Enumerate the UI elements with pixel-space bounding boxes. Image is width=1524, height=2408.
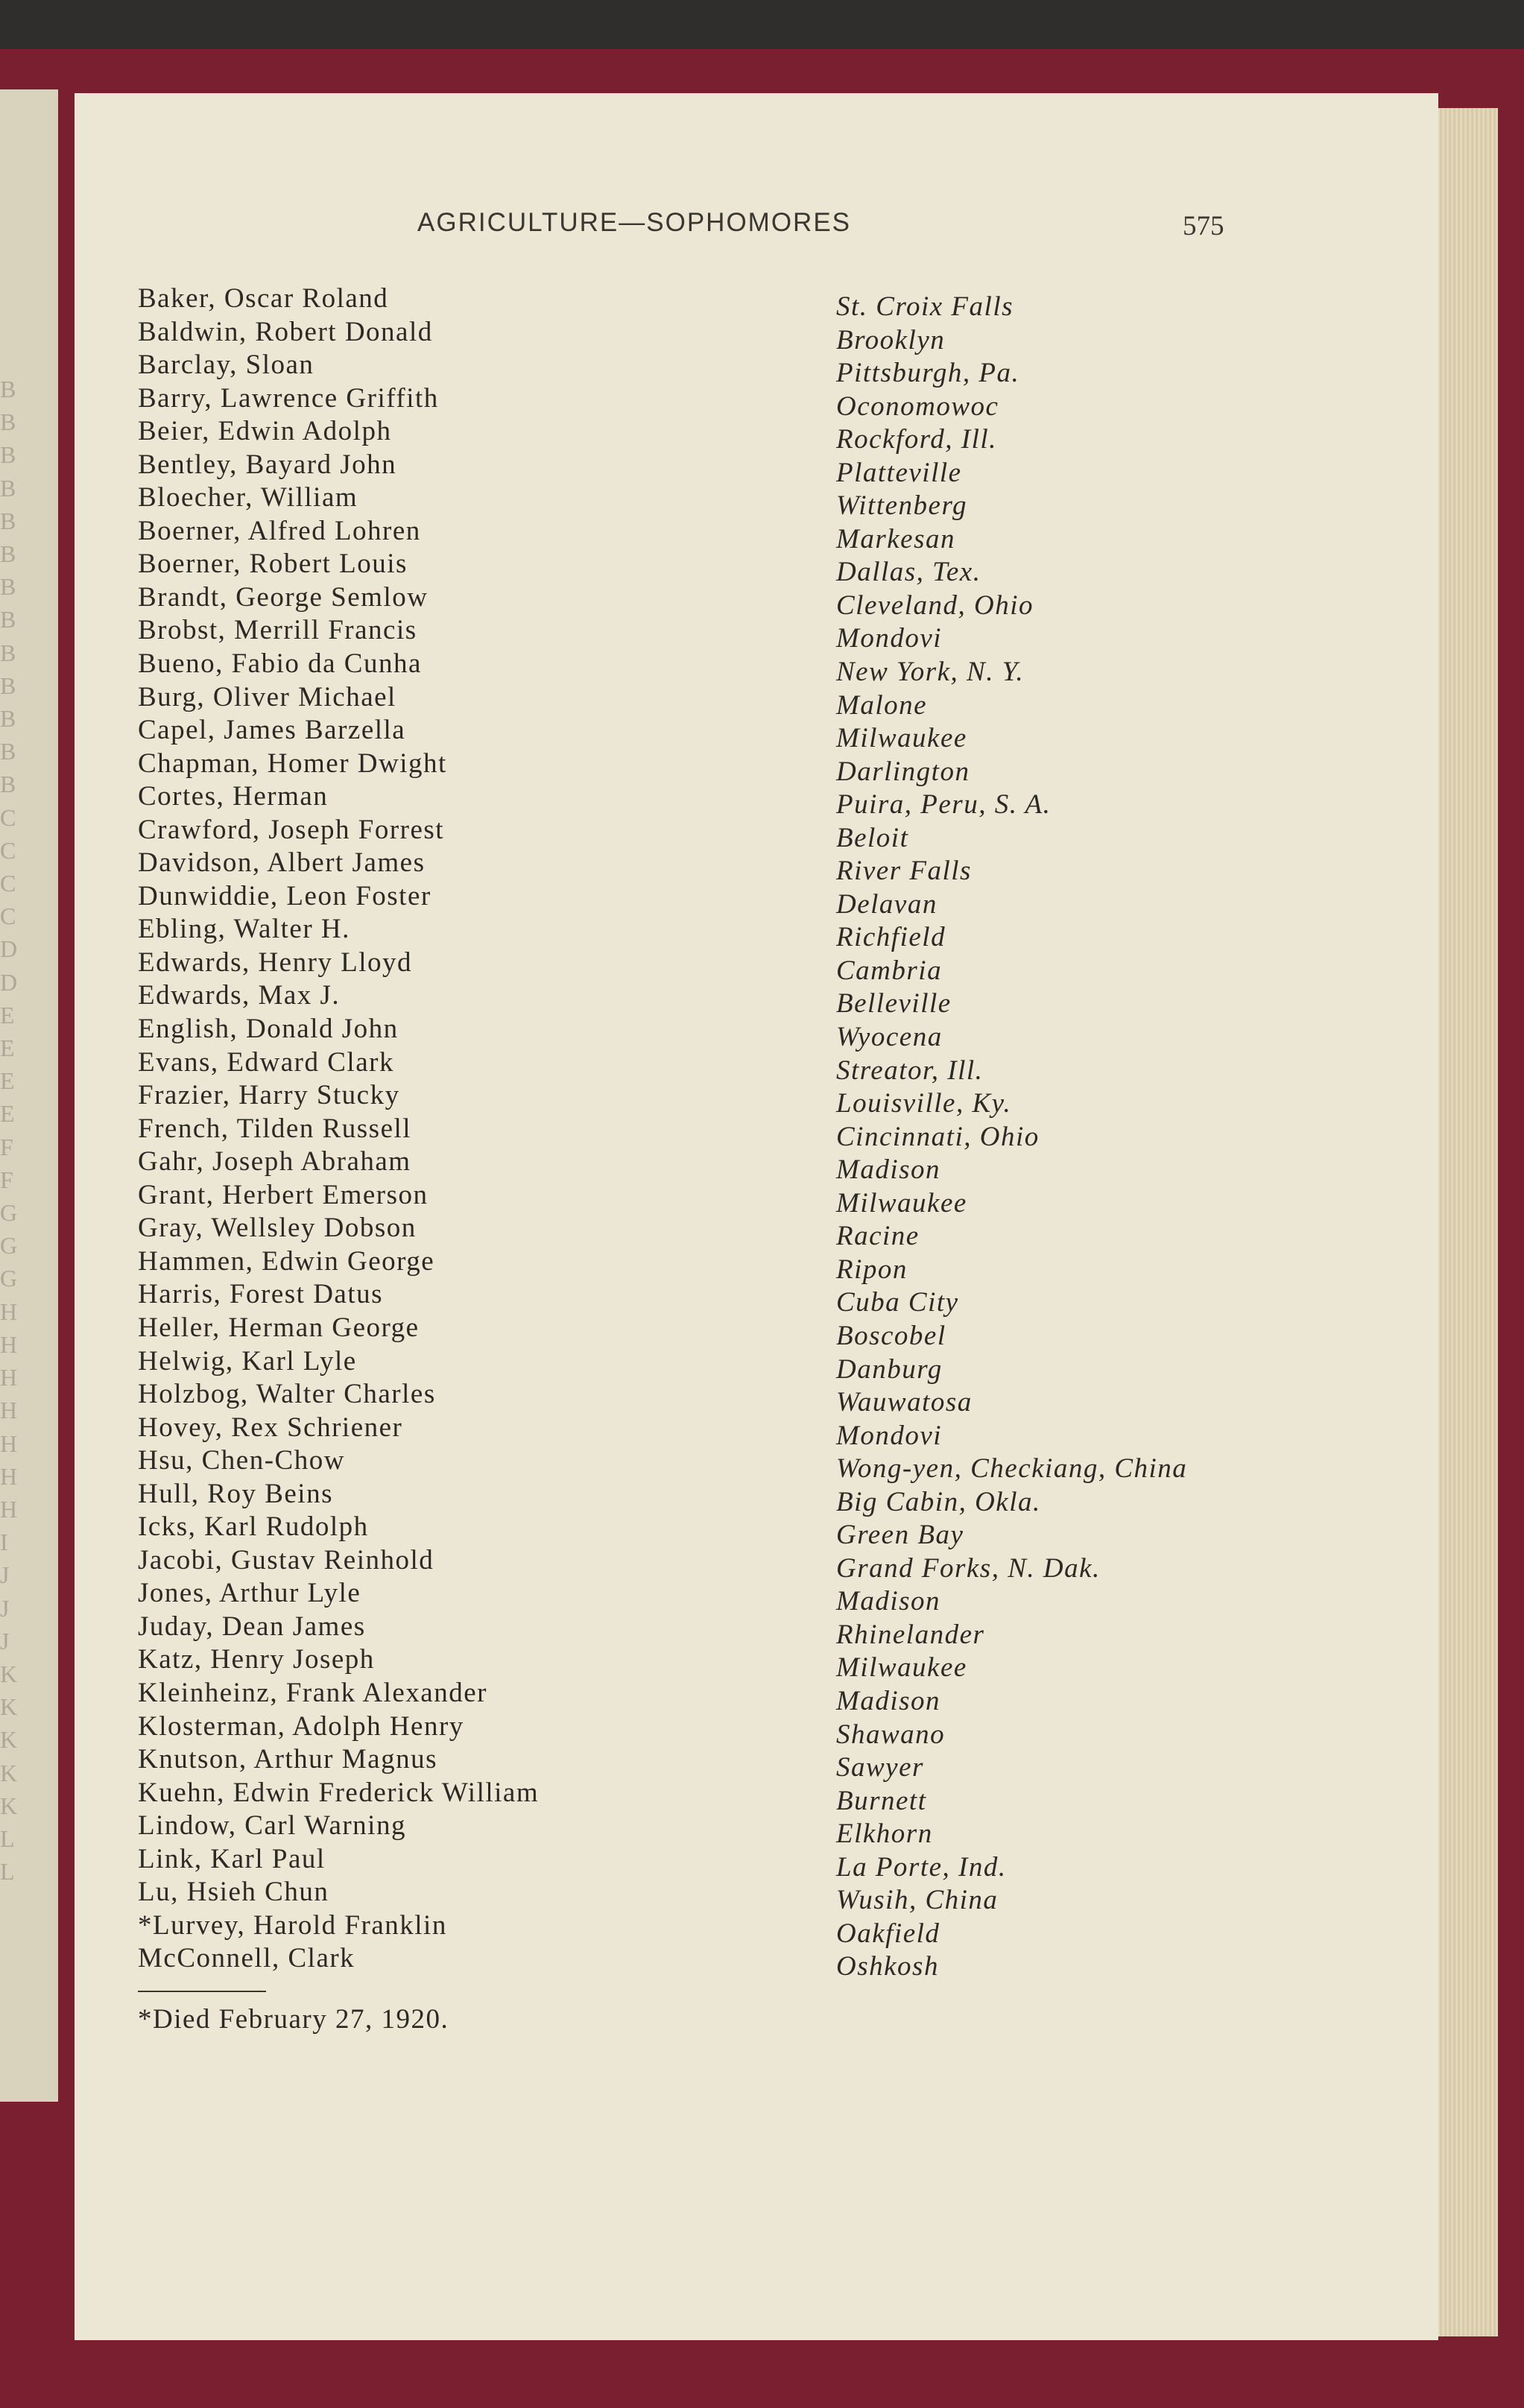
entry-place: Markesan bbox=[836, 523, 955, 554]
entry-place: Malone bbox=[836, 689, 928, 721]
entry-name: Bentley, Bayard John bbox=[138, 449, 397, 480]
entry-place: Danburg bbox=[836, 1353, 943, 1385]
entry-name: Frazier, Harry Stucky bbox=[138, 1080, 400, 1111]
ghost-letter: J bbox=[0, 1594, 10, 1622]
entry-name: Davidson, Albert James bbox=[138, 847, 426, 879]
ghost-letter: H bbox=[0, 1462, 18, 1490]
ghost-letter: B bbox=[0, 671, 16, 699]
entry-name: Barclay, Sloan bbox=[138, 350, 314, 381]
entry-place: Darlington bbox=[836, 756, 970, 787]
entry-place: Racine bbox=[836, 1221, 920, 1252]
entry-name: Barry, Lawrence Griffith bbox=[138, 382, 439, 414]
entry-name: Ebling, Walter H. bbox=[138, 914, 350, 945]
ghost-letter: L bbox=[0, 1824, 15, 1852]
entry-name: Icks, Karl Rudolph bbox=[138, 1511, 369, 1543]
entry-place: Streator, Ill. bbox=[836, 1055, 984, 1086]
entry-place: Burnett bbox=[836, 1785, 927, 1816]
footnote: *Died February 27, 1920. bbox=[138, 2004, 449, 2035]
entry-name: Grant, Herbert Emerson bbox=[138, 1179, 429, 1210]
ghost-letter: H bbox=[0, 1364, 18, 1391]
entry-name: Gahr, Joseph Abraham bbox=[138, 1146, 411, 1178]
ghost-letter: B bbox=[0, 639, 16, 666]
entry-name: Baldwin, Robert Donald bbox=[138, 316, 433, 347]
ghost-letter: F bbox=[0, 1133, 13, 1160]
entry-place: Oconomowoc bbox=[836, 391, 999, 422]
ghost-letter: K bbox=[0, 1693, 18, 1721]
entry-place: Milwaukee bbox=[836, 723, 967, 754]
entry-place: Wauwatosa bbox=[836, 1387, 973, 1418]
entry-name: Cortes, Herman bbox=[138, 781, 329, 812]
ghost-letter: H bbox=[0, 1330, 18, 1358]
entry-name: Burg, Oliver Michael bbox=[138, 681, 396, 712]
entry-name: Harris, Forest Datus bbox=[138, 1279, 384, 1310]
entry-name: Kleinheinz, Frank Alexander bbox=[138, 1677, 487, 1708]
entry-place: Madison bbox=[836, 1685, 940, 1716]
entry-place: Green Bay bbox=[836, 1520, 964, 1551]
ghost-letter: D bbox=[0, 935, 18, 963]
entry-place: Madison bbox=[836, 1154, 940, 1186]
entry-place: Boscobel bbox=[836, 1320, 946, 1351]
entry-name: Lu, Hsieh Chun bbox=[138, 1877, 329, 1908]
page-number: 575 bbox=[1183, 211, 1224, 241]
page-title: AGRICULTURE—SOPHOMORES bbox=[417, 208, 852, 237]
entry-name: Boerner, Alfred Lohren bbox=[138, 515, 421, 546]
entry-name: Katz, Henry Joseph bbox=[138, 1644, 375, 1675]
entry-place: Oakfield bbox=[836, 1918, 940, 1949]
ghost-letter: B bbox=[0, 376, 16, 402]
entry-name: Jacobi, Gustav Reinhold bbox=[138, 1544, 434, 1576]
entry-place: Puira, Peru, S. A. bbox=[836, 789, 1052, 821]
entry-place: Cleveland, Ohio bbox=[836, 590, 1034, 621]
entry-name: Beier, Edwin Adolph bbox=[138, 416, 392, 447]
entry-name: Gray, Wellsley Dobson bbox=[138, 1213, 417, 1244]
entry-place: Wittenberg bbox=[836, 490, 967, 522]
ghost-letter: J bbox=[0, 1627, 10, 1655]
ghost-letter: K bbox=[0, 1792, 18, 1819]
entry-name: Edwards, Max J. bbox=[138, 980, 341, 1011]
entry-place: Rockford, Ill. bbox=[836, 424, 997, 455]
ghost-letter: K bbox=[0, 1759, 18, 1786]
facing-page-ghost-text bbox=[0, 373, 58, 1888]
ghost-letter: D bbox=[0, 968, 18, 996]
entry-place: Mondovi bbox=[836, 1420, 943, 1451]
ghost-letter: C bbox=[0, 836, 16, 864]
entry-name: Bloecher, William bbox=[138, 482, 358, 513]
entry-place: Madison bbox=[836, 1586, 940, 1617]
ghost-letter: B bbox=[0, 738, 16, 765]
background-shadow bbox=[0, 0, 1524, 52]
entry-place: Cincinnati, Ohio bbox=[836, 1121, 1040, 1152]
ghost-letter: G bbox=[0, 1199, 18, 1227]
footnote-rule bbox=[138, 1991, 266, 1992]
ghost-letter: B bbox=[0, 771, 16, 798]
entry-place: Wyocena bbox=[836, 1022, 943, 1053]
ghost-letter: F bbox=[0, 1166, 13, 1193]
entry-name: Holzbog, Walter Charles bbox=[138, 1379, 436, 1410]
entry-place: Wong-yen, Checkiang, China bbox=[836, 1453, 1188, 1485]
entry-place: Brooklyn bbox=[836, 324, 946, 355]
entry-place: Pittsburgh, Pa. bbox=[836, 358, 1020, 389]
entry-place: Cambria bbox=[836, 955, 943, 986]
entry-name: Lindow, Carl Warning bbox=[138, 1810, 406, 1842]
entry-name: English, Donald John bbox=[138, 1014, 399, 1045]
facing-page-edge bbox=[0, 89, 58, 2102]
entry-place: Sawyer bbox=[836, 1752, 924, 1783]
entry-place: Beloit bbox=[836, 822, 909, 853]
entry-name: Jones, Arthur Lyle bbox=[138, 1578, 361, 1609]
ghost-letter: I bbox=[0, 1529, 8, 1556]
entry-name: Brandt, George Semlow bbox=[138, 581, 429, 613]
entry-place: St. Croix Falls bbox=[836, 291, 1014, 322]
ghost-letter: H bbox=[0, 1429, 18, 1457]
ghost-letter: K bbox=[0, 1660, 18, 1687]
ghost-letter: H bbox=[0, 1495, 18, 1523]
entry-name: Heller, Herman George bbox=[138, 1312, 420, 1343]
ghost-letter: L bbox=[0, 1858, 15, 1886]
ghost-letter: B bbox=[0, 474, 16, 502]
entry-place: Louisville, Ky. bbox=[836, 1088, 1012, 1119]
entry-place: Grand Forks, N. Dak. bbox=[836, 1552, 1101, 1584]
entry-name: Hovey, Rex Schriener bbox=[138, 1412, 403, 1443]
ghost-letter: G bbox=[0, 1265, 18, 1292]
entry-name: Hammen, Edwin George bbox=[138, 1245, 435, 1277]
name-column bbox=[138, 282, 539, 1976]
entry-place: Big Cabin, Okla. bbox=[836, 1486, 1041, 1517]
ghost-letter: B bbox=[0, 705, 16, 733]
entry-place: Milwaukee bbox=[836, 1652, 967, 1684]
entry-place: Wusih, China bbox=[836, 1885, 999, 1916]
entry-place: Rhinelander bbox=[836, 1619, 985, 1650]
entry-name: Hull, Roy Beins bbox=[138, 1478, 333, 1509]
ghost-letter: E bbox=[0, 1001, 15, 1028]
entry-name: *Lurvey, Harold Franklin bbox=[138, 1909, 447, 1941]
entry-name: Brobst, Merrill Francis bbox=[138, 615, 417, 646]
entry-name: Klosterman, Adolph Henry bbox=[138, 1710, 464, 1742]
entry-place: Milwaukee bbox=[836, 1187, 967, 1219]
ghost-letter: C bbox=[0, 870, 16, 897]
entry-place: New York, N. Y. bbox=[836, 657, 1025, 688]
ghost-letter: C bbox=[0, 903, 16, 930]
entry-place: Richfield bbox=[836, 922, 946, 953]
ghost-letter: B bbox=[0, 441, 16, 469]
entry-place: Delavan bbox=[836, 888, 938, 920]
entry-name: Chapman, Homer Dwight bbox=[138, 748, 447, 779]
entry-place: Dallas, Tex. bbox=[836, 557, 981, 588]
ghost-letter: C bbox=[0, 803, 16, 831]
entry-name: Capel, James Barzella bbox=[138, 715, 406, 746]
entry-place: Cuba City bbox=[836, 1287, 959, 1318]
entry-name: Knutson, Arthur Magnus bbox=[138, 1744, 437, 1775]
entry-place: Elkhorn bbox=[836, 1818, 933, 1850]
entry-name: Link, Karl Paul bbox=[138, 1843, 326, 1874]
ghost-letter: B bbox=[0, 507, 16, 534]
ghost-letter: E bbox=[0, 1067, 15, 1095]
ghost-letter: B bbox=[0, 408, 16, 436]
entry-name: French, Tilden Russell bbox=[138, 1113, 412, 1144]
entry-name: Kuehn, Edwin Frederick William bbox=[138, 1777, 540, 1808]
entry-place: Platteville bbox=[836, 457, 962, 488]
entry-place: Shawano bbox=[836, 1719, 946, 1750]
entry-place: Oshkosh bbox=[836, 1951, 939, 1982]
entry-place: Belleville bbox=[836, 988, 952, 1020]
entry-name: Edwards, Henry Lloyd bbox=[138, 947, 413, 978]
entry-name: Juday, Dean James bbox=[138, 1611, 366, 1642]
entry-name: Dunwiddie, Leon Foster bbox=[138, 880, 431, 911]
ghost-letter: J bbox=[0, 1561, 10, 1589]
ghost-letter: B bbox=[0, 573, 16, 601]
ghost-letter: H bbox=[0, 1397, 18, 1424]
entry-name: Bueno, Fabio da Cunha bbox=[138, 648, 422, 680]
entry-place: Mondovi bbox=[836, 623, 943, 654]
entry-name: Baker, Oscar Roland bbox=[138, 283, 389, 314]
entry-name: Hsu, Chen-Chow bbox=[138, 1445, 345, 1476]
entry-name: McConnell, Clark bbox=[138, 1943, 355, 1974]
entry-name: Helwig, Karl Lyle bbox=[138, 1345, 357, 1377]
ghost-letter: B bbox=[0, 540, 16, 568]
ghost-letter: B bbox=[0, 606, 16, 633]
place-column bbox=[836, 291, 1187, 1984]
ghost-letter: E bbox=[0, 1100, 15, 1128]
ghost-letter: K bbox=[0, 1726, 18, 1754]
entry-name: Boerner, Robert Louis bbox=[138, 549, 408, 580]
ghost-letter: H bbox=[0, 1298, 18, 1325]
entry-name: Crawford, Joseph Forrest bbox=[138, 814, 445, 845]
entry-name: Evans, Edward Clark bbox=[138, 1046, 394, 1078]
entry-place: Ripon bbox=[836, 1254, 908, 1285]
entry-place: River Falls bbox=[836, 856, 972, 887]
ghost-letter: G bbox=[0, 1232, 18, 1260]
entry-place: La Porte, Ind. bbox=[836, 1851, 1007, 1883]
ghost-letter: E bbox=[0, 1034, 15, 1062]
